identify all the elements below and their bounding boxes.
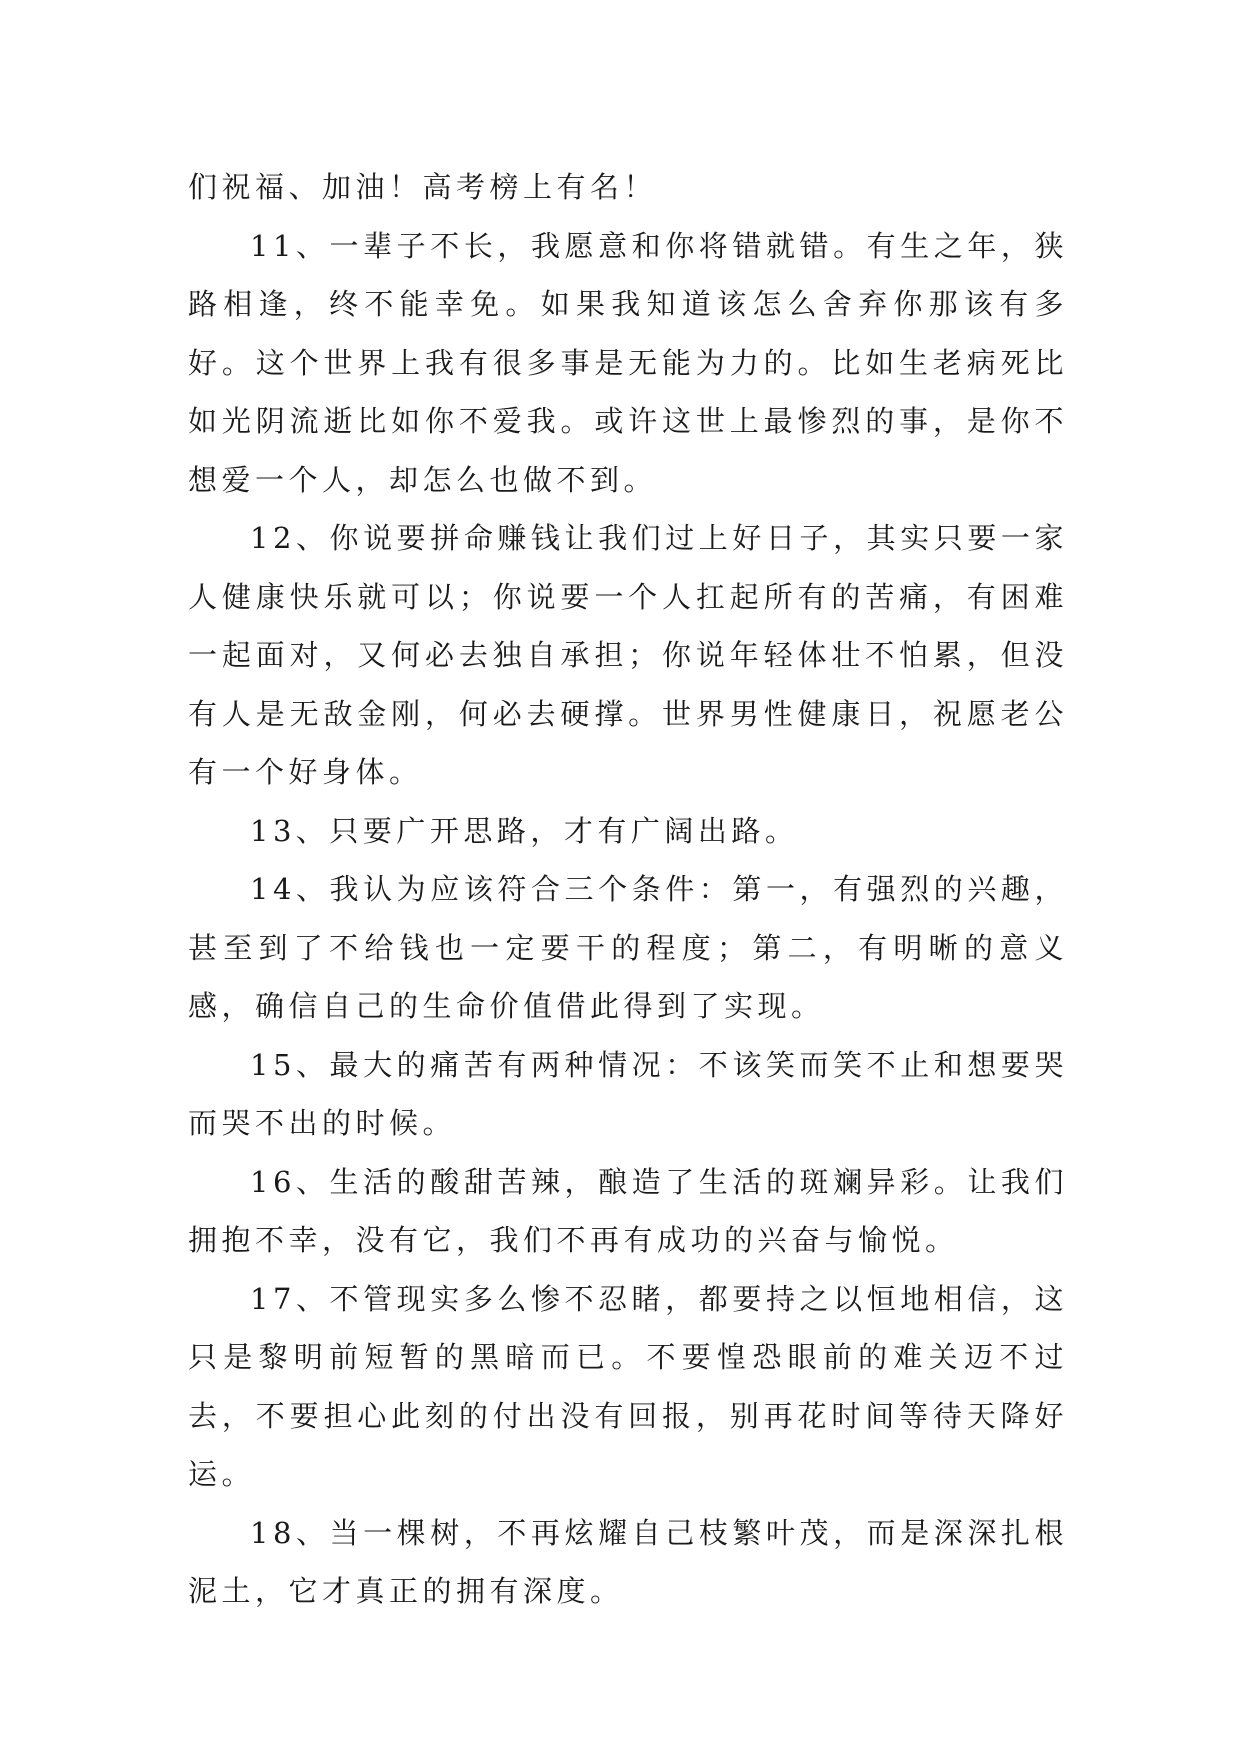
- paragraph-12: 12、你说要拼命赚钱让我们过上好日子，其实只要一家人健康快乐就可以；你说要一个人扛起所有的苦痛，有困难一起面对，又何必去独自承担；你说年轻体壮不怕累，但没有人是无敌金刚，何必去硬撑。世界男性健康日，祝愿老公有一个好身体。: [188, 521, 1068, 789]
- paragraph-18: 18、当一棵树，不再炫耀自己枝繁叶茂，而是深深扎根泥土，它才真正的拥有深度。: [188, 1515, 1068, 1608]
- paragraph-15: 15、最大的痛苦有两种情况：不该笑而笑不止和想要哭而哭不出的时候。: [188, 1047, 1068, 1140]
- document-body: [188, 158, 1068, 1621]
- paragraph-17: 17、不管现实多么惨不忍睹，都要持之以恒地相信，这只是黎明前短暂的黑暗而已。不要惶恐眼前的难关迈不过去，不要担心此刻的付出没有回报，别再花时间等待天降好运。: [188, 1281, 1068, 1491]
- paragraph-14: 14、我认为应该符合三个条件：第一，有强烈的兴趣，甚至到了不给钱也一定要干的程度；第二，有明晰的意义感，确信自己的生命价值借此得到了实现。: [188, 872, 1068, 1023]
- paragraph-13: 13、只要广开思路，才有广阔出路。: [250, 813, 799, 848]
- paragraph-11: 11、一辈子不长，我愿意和你将错就错。有生之年，狭路相逢，终不能幸免。如果我知道该怎么舍弃你那该有多好。这个世界上我有很多事是无能为力的。比如生老病死比如光阴流逝比如你不爱我。或许这世上最惨烈的事，是你不想爱一个人，却怎么也做不到。: [188, 228, 1068, 497]
- paragraph-continued: 们祝福、加油！高考榜上有名！: [188, 170, 658, 204]
- paragraph-16: 16、生活的酸甜苦辣，酿造了生活的斑斓异彩。让我们拥抱不幸，没有它，我们不再有成功的兴奋与愉悦。: [188, 1164, 1068, 1257]
